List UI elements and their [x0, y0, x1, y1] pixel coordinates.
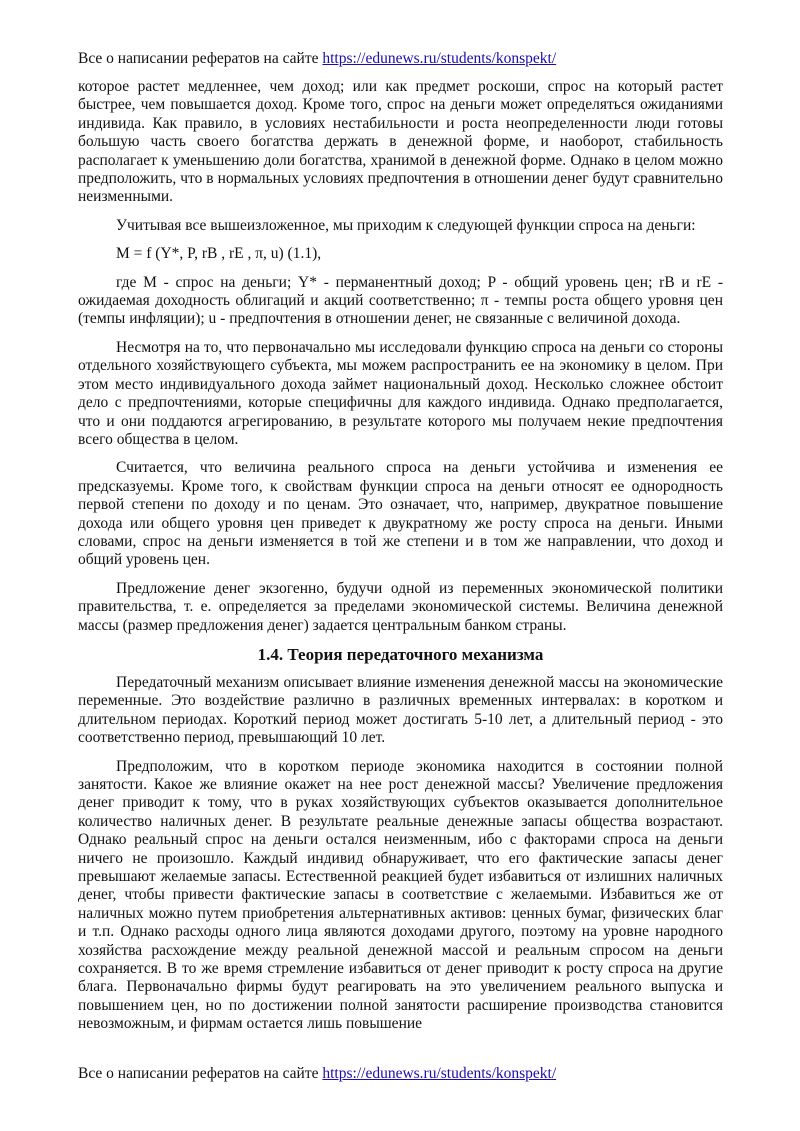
formula-1-1: M = f (Y*, P, rB , rE , π, u) (1.1), — [116, 245, 322, 263]
paragraph-transmission-intro: Передаточный механизм описывает влияние изменения денежной массы на экономические переменные. Это воздействие различно в различных временных интервалах: в коротком и длительном периодах. Короткий период может достигать 5-10 лет, а длительный период - это соответственно период, превышающий 10 лет. — [78, 673, 723, 747]
paragraph-aggregation: Несмотря на то, что первоначально мы исследовали функцию спроса на деньги со стороны отдельного хозяйствующего субъекта, мы можем распространить ее на экономику в целом. При этом место индивидуального дохода займет национальный доход. Несколько сложнее обстоит дело с предпочтениями, которые специфичны для каждого индивида. Однако предполагается, что и они поддаются агрегированию, в результате которого мы получаем некие предпочтения всего общества в целом. — [78, 338, 723, 448]
paragraph-demand-function-intro: Учитывая все вышеизложенное, мы приходим к следующей функции спроса на деньги: — [116, 216, 696, 234]
page-footer — [78, 1064, 728, 1084]
page-header — [78, 49, 728, 69]
header-text: Все о написании рефератов на сайте — [78, 50, 323, 67]
paragraph-continuation: которое растет медленнее, чем доход; или как предмет роскоши, спрос на который растет быстрее, чем повышается доход. Кроме того, спрос на деньги может определяться ожиданиями индивида. Как правило, в условиях нестабильности и роста неопределенности люди готовы большую часть своего богатства держать в денежной форме, и наоборот, стабильность располагает к уменьшению доли богатства, хранимой в денежной форме. Однако в целом можно предположить, что в нормальных условиях предпочтения в отношении денег будут сравнительно неизменными. — [78, 78, 723, 206]
paragraph-money-supply: Предложение денег экзогенно, будучи одной из переменных экономической политики правительства, т. е. определяется за пределами экономической системы. Величина денежной массы (размер предложения денег) задается центральным банком страны. — [78, 579, 723, 634]
paragraph-short-period: Предположим, что в коротком периоде экономика находится в состоянии полной занятости. Какое же влияние окажет на нее рост денежной массы? Увеличение предложения денег приводит к тому, что в руках хозяйствующих субъектов оказывается дополнительное количество наличных денег. В результате реальные денежные запасы общества возрастают. Однако реальный спрос на деньги остался неизменным, ибо с факторами спроса на деньги ничего не произошло. Каждый индивид обнаруживает, что его фактические запасы денег превышают желаемые запасы. Естественной реакцией будет избавиться от излишних наличных денег, чтобы привести фактические запасы в соответствие с желаемыми. Избавиться же от наличных можно путем приобретения альтернативных активов: ценных бумаг, физических благ и т.п. Однако расходы одного лица являются доходами другого, поэтому на уровне народного хозяйства расхождение между реальной денежной массой и реальным спросом на деньги сохраняется. В то же время стремление избавиться от денег приводит к росту спроса на другие блага. Первоначально фирмы будут реагировать на это увеличением реального выпуска и повышением цен, но по достижении полной занятости расширение производства становится невозможным, и фирмам остается лишь повышение — [78, 757, 723, 1033]
paragraph-stability: Считается, что величина реального спроса на деньги устойчива и изменения ее предсказуемы. Кроме того, к свойствам функции спроса на деньги относят ее однородность первой степени по доходу и по ценам. Это означает, что, например, двукратное повышение дохода или общего уровня цен приведет к двукратному же росту спроса на деньги. Иными словами, спрос на деньги изменяется в той же степени и в том же направлении, что доход и общий уровень цен. — [78, 459, 723, 569]
paragraph-formula-legend: где M - спрос на деньги; Y* - перманентный доход; P - общий уровень цен; rB и rE - ожидаемая доходность облигаций и акций соответственно; π - темпы роста общего уровня цен (темпы инфляции); u - предпочтения в отношении денег, не связанные с величиной дохода. — [78, 273, 723, 328]
header-link[interactable]: https://edunews.ru/students/konspekt/ — [322, 50, 557, 67]
document-body — [78, 78, 723, 1044]
footer-text: Все о написании рефератов на сайте — [78, 1065, 323, 1082]
footer-link[interactable]: https://edunews.ru/students/konspekt/ — [322, 1065, 557, 1082]
section-heading: 1.4. Теория передаточного механизма — [257, 644, 544, 664]
